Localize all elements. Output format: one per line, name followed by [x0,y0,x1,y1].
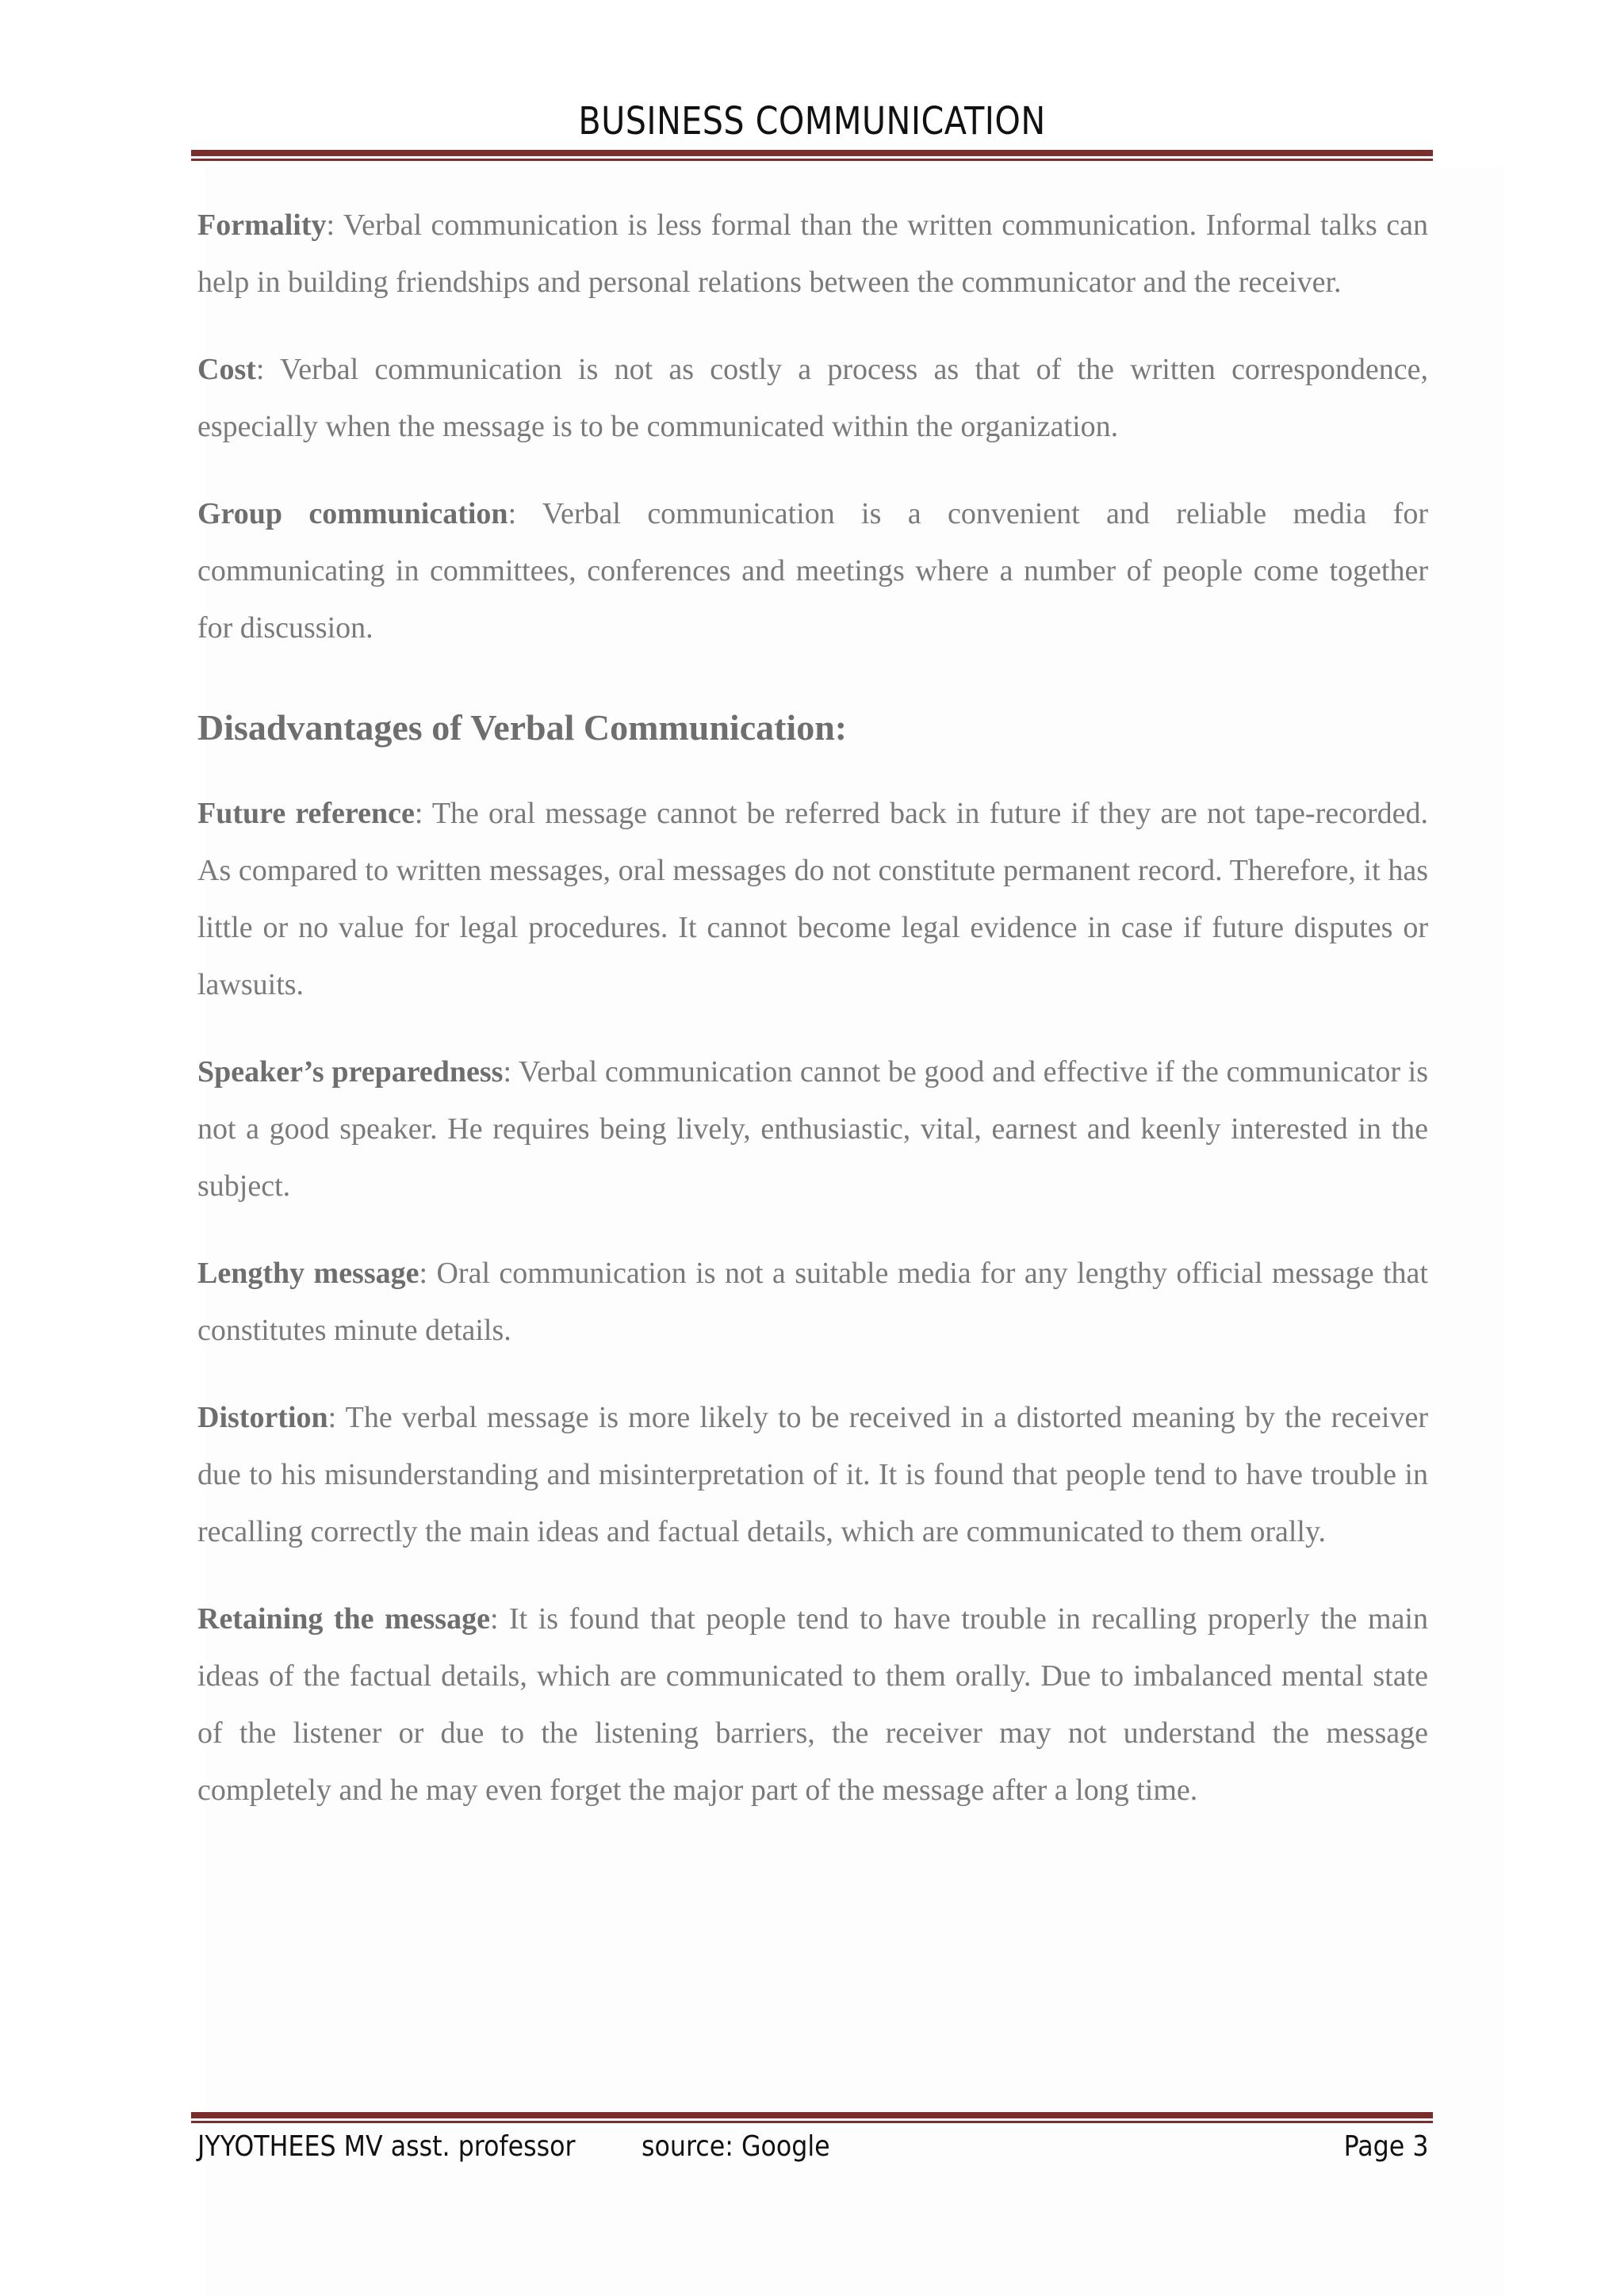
page-header-title: BUSINESS COMMUNICATION [578,99,1046,144]
section-heading-disadvantages: Disadvantages of Verbal Communication: [197,707,848,748]
text-lengthy-message: : Oral communication is not a suitable media for any lengthy official message that constitutes minute details. [197,1257,1428,1347]
header-divider [191,150,1433,161]
term-group-communication: Group communication [197,497,508,530]
term-retaining-the-message: Retaining the message [197,1602,490,1636]
term-distortion: Distortion [197,1401,328,1434]
text-cost: : Verbal communication is not as costly a process as that of the written correspondence, especially when the message is to be communicated within the organization. [197,353,1428,443]
paragraph-group-communication [197,485,1428,656]
term-speakers-preparedness: Speaker’s preparedness [197,1055,504,1089]
text-future-reference: : The oral message cannot be referred back in future if they are not tape-recorded. As compared to written messages, oral messages do not constitute permanent record. Therefore, it has little or no value for legal procedures. It cannot become legal evidence in case if future disputes or lawsuits. [197,797,1428,1001]
footer-source: source: Google [642,2130,830,2163]
text-speakers-preparedness: : Verbal communication cannot be good and effective if the communicator is not a good speaker. He requires being lively, enthusiastic, vital, earnest and keenly interested in the subject. [197,1055,1428,1203]
footer-page-number: Page 3 [1343,2130,1428,2163]
term-cost: Cost [197,353,256,386]
paragraph-retaining-the-message [197,1590,1428,1819]
term-formality: Formality [197,209,327,242]
text-group-communication: : Verbal communication is a convenient and reliable media for communicating in committees, conferences and meetings where a number of people come together for discussion. [197,497,1429,645]
paragraph-lengthy-message [197,1245,1428,1359]
paragraph-cost [197,341,1428,455]
term-lengthy-message: Lengthy message [197,1257,419,1290]
footer-divider [191,2112,1433,2123]
paragraph-formality [197,197,1428,311]
paragraph-distortion [197,1389,1428,1560]
footer-author: JYYOTHEES MV asst. professor [197,2130,576,2163]
text-distortion: : The verbal message is more likely to be received in a distorted meaning by the receiver due to his misunderstanding and misinterpretation of it. It is found that people tend to have trouble in recalling correctly the main ideas and factual details, which are communicated to them orally. [197,1401,1428,1548]
paragraph-future-reference [197,785,1428,1013]
paragraph-speakers-preparedness [197,1043,1428,1215]
document-body [197,197,1428,1849]
text-retaining-the-message: : It is found that people tend to have trouble in recalling properly the main ideas of the factual details, which are communicated to them orally. Due to imbalanced mental state of the listener or due to the listening barriers, the receiver may not understand the message completely and he may even forget the major part of the message after a long time. [197,1602,1428,1807]
text-formality: : Verbal communication is less formal than the written communication. Informal talks can help in building friendships and personal relations between the communicator and the receiver. [197,209,1428,299]
term-future-reference: Future reference [197,797,415,830]
